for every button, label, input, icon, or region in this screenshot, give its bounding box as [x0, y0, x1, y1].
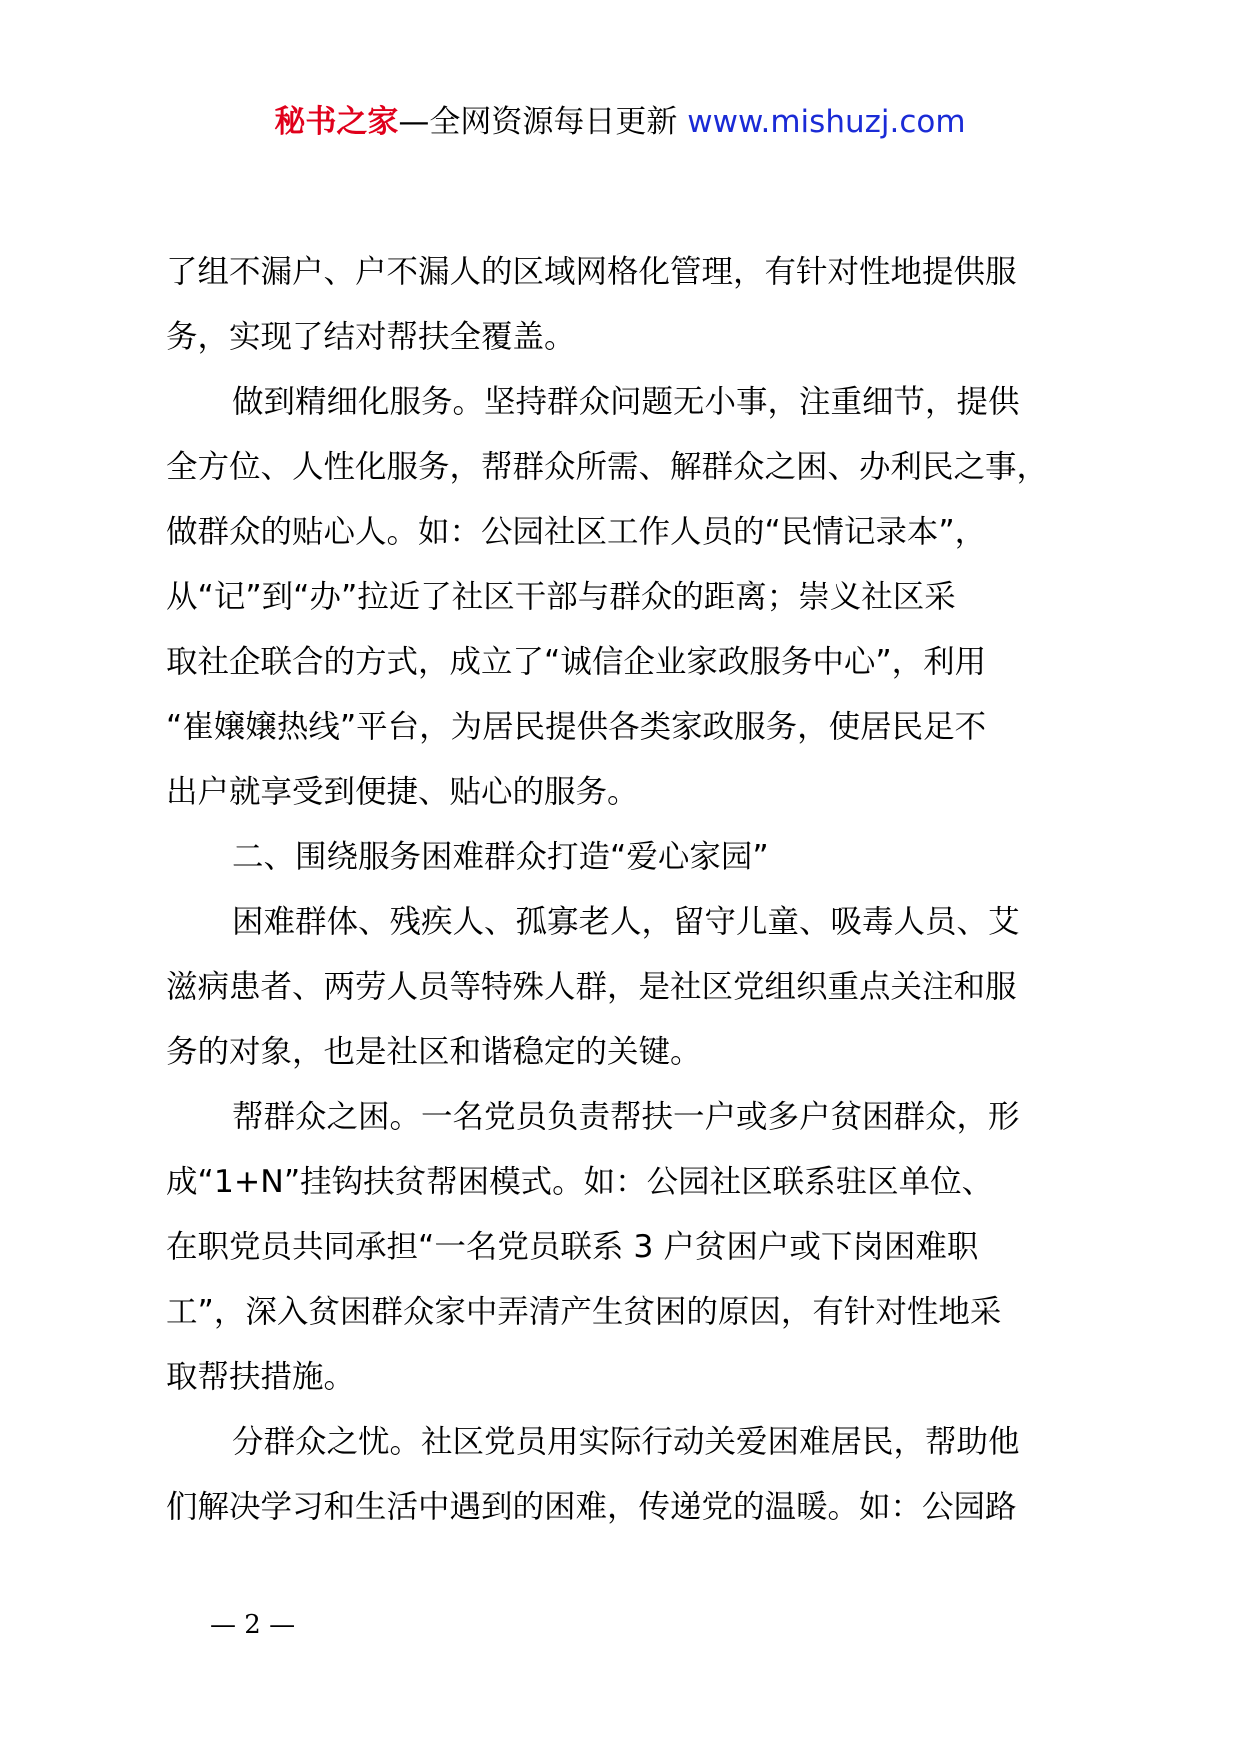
site-header — [0, 100, 1240, 144]
text-line: 工”，深入贫困群众家中弄清产生贫困的原因，有针对性地采 — [166, 1294, 1002, 1330]
site-brand: 秘书之家 — [274, 104, 399, 140]
text-line: 分群众之忧。社区党员用实际行动关爱困难居民，帮助他 — [232, 1424, 1020, 1460]
text-line: 取社企联合的方式，成立了“诚信企业家政服务中心”，利用 — [166, 644, 987, 680]
text-line: 滋病患者、两劳人员等特殊人群，是社区党组织重点关注和服 — [166, 969, 1017, 1005]
text-line: 做群众的贴心人。如：公园社区工作人员的“民情记录本”， — [166, 514, 987, 550]
site-url-link[interactable]: www.mishuzj.com — [687, 104, 966, 140]
text-line: 帮群众之困。一名党员负责帮扶一户或多户贫困群众，形 — [232, 1099, 1020, 1135]
text-line: “崔嬢嬢热线”平台，为居民提供各类家政服务，使居民足不 — [166, 709, 987, 745]
text-line: 务，实现了结对帮扶全覆盖。 — [166, 319, 576, 355]
site-tagline: —全网资源每日更新 — [398, 104, 688, 140]
text-line: 取帮扶措施。 — [166, 1359, 356, 1395]
document-body — [166, 240, 1126, 1540]
text-line: 在职党员共同承担“一名党员联系 3 户贫困户或下岗困难职 — [166, 1229, 979, 1265]
text-line: 成“1+N”挂钩扶贫帮困模式。如：公园社区联系驻区单位、 — [166, 1164, 994, 1200]
text-line: 务的对象，也是社区和谐稳定的关键。 — [166, 1034, 702, 1070]
text-line: 做到精细化服务。坚持群众问题无小事，注重细节，提供 — [232, 384, 1020, 420]
text-line: 从“记”到“办”拉近了社区干部与群众的距离；崇义社区采 — [166, 579, 956, 615]
page-number: — 2 — — [210, 1610, 296, 1640]
text-line: 们解决学习和生活中遇到的困难，传递党的温暖。如：公园路 — [166, 1489, 1017, 1525]
section-heading: 二、围绕服务困难群众打造“爱心家园” — [232, 839, 769, 875]
text-line: 出户就享受到便捷、贴心的服务。 — [166, 774, 639, 810]
text-line: 困难群体、残疾人、孤寡老人，留守儿童、吸毒人员、艾 — [232, 904, 1020, 940]
text-line: 全方位、人性化服务，帮群众所需、解群众之困、办利民之事， — [166, 449, 1049, 485]
text-line: 了组不漏户、户不漏人的区域网格化管理，有针对性地提供服 — [166, 254, 1017, 290]
